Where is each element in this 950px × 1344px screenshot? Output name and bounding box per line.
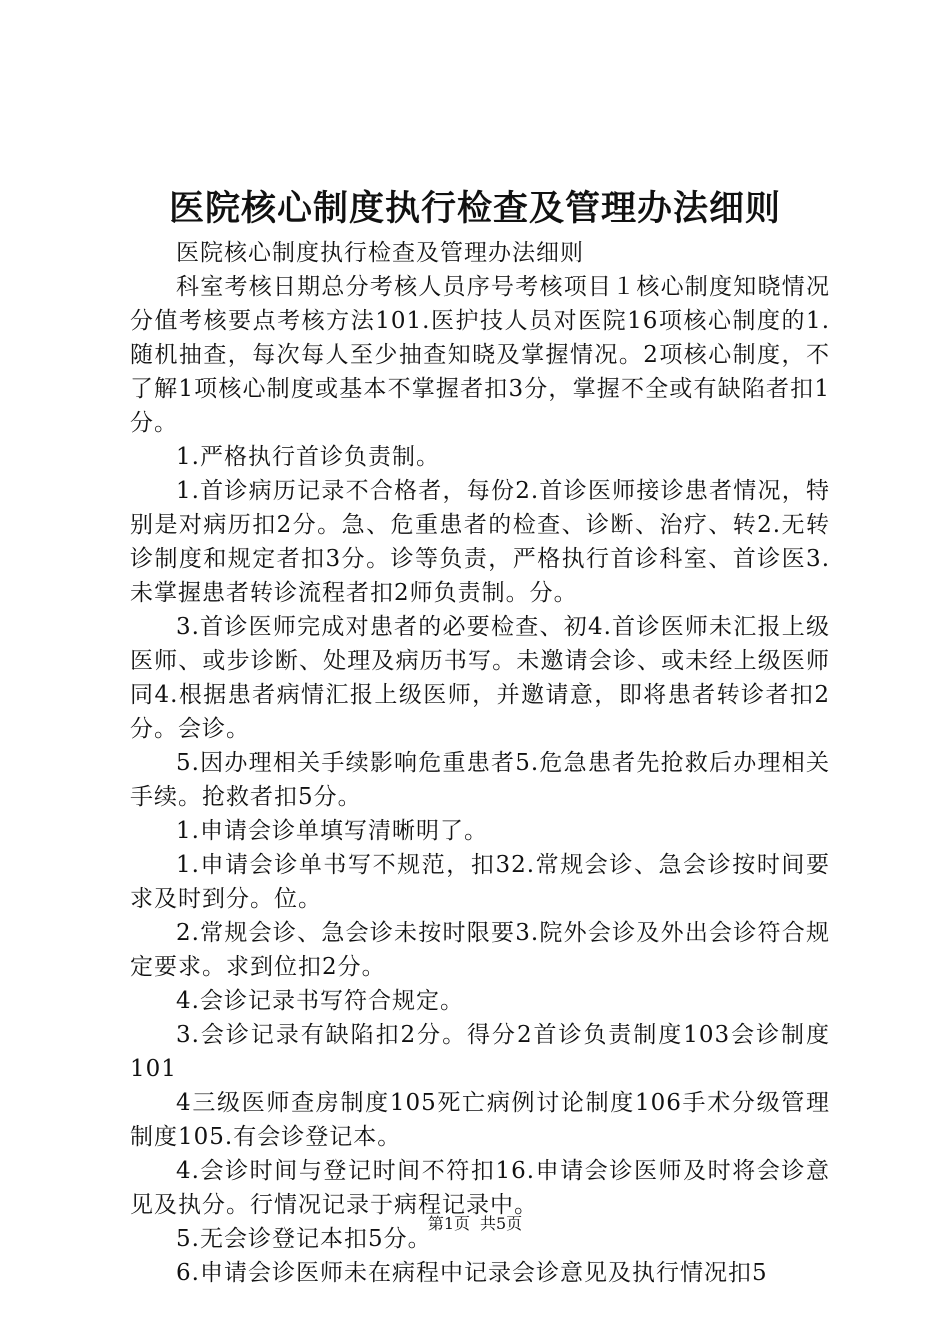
paragraph: 4三级医师查房制度105死亡病例讨论制度106手术分级管理制度105.有会诊登记本。 bbox=[130, 1090, 830, 1150]
paragraph: 5.因办理相关手续影响危重患者5.危急患者先抢救后办理相关手续。抢救者扣5分。 bbox=[130, 750, 830, 810]
paragraph: 3.会诊记录有缺陷扣2分。得分2首诊负责制度103会诊制度101 bbox=[130, 1022, 830, 1082]
paragraph: 4.会诊记录书写符合规定。 bbox=[176, 988, 464, 1014]
document-title: 医院核心制度执行检查及管理办法细则 bbox=[168, 188, 781, 229]
paragraph: 1.严格执行首诊负责制。 bbox=[176, 444, 440, 470]
page-number: 第1页 bbox=[427, 1214, 470, 1233]
paragraph: 1.申请会诊单书写不规范，扣32.常规会诊、急会诊按时间要求及时到分。位。 bbox=[130, 852, 830, 912]
paragraph: 科室考核日期总分考核人员序号考核项目１核心制度知晓情况分值考核要点考核方法101.医护技人员对医院16项核心制度的1.随机抽查，每次每人至少抽查知晓及掌握情况。2项核心制度，不了解1项核心制度或基本不掌握者扣3分，掌握不全或有缺陷者扣1分。 bbox=[130, 274, 830, 436]
paragraph: 5.无会诊登记本扣5分。 bbox=[176, 1226, 432, 1252]
paragraph: 2.常规会诊、急会诊未按时限要3.院外会诊及外出会诊符合规定要求。求到位扣2分。 bbox=[130, 920, 830, 980]
page-footer bbox=[0, 1213, 950, 1235]
page-total: 共5页 bbox=[480, 1214, 523, 1233]
paragraph: 6.申请会诊医师未在病程中记录会诊意见及执行情况扣5 bbox=[176, 1260, 768, 1286]
paragraph: 3.首诊医师完成对患者的必要检查、初4.首诊医师未汇报上级医师、或步诊断、处理及病历书写。未邀请会诊、或未经上级医师同4.根据患者病情汇报上级医师，并邀请意，即将患者转诊者扣2分。会诊。 bbox=[130, 614, 830, 742]
paragraph: 医院核心制度执行检查及管理办法细则 bbox=[176, 240, 584, 266]
document-body bbox=[130, 236, 830, 1290]
paragraph: 4.会诊时间与登记时间不符扣16.申请会诊医师及时将会诊意见及执分。行情况记录于病程记录中。 bbox=[130, 1158, 830, 1218]
paragraph: 1.首诊病历记录不合格者，每份2.首诊医师接诊患者情况，特别是对病历扣2分。急、危重患者的检查、诊断、治疗、转2.无转诊制度和规定者扣3分。诊等负责，严格执行首诊科室、首诊医3.未掌握患者转诊流程者扣2师负责制。分。 bbox=[130, 478, 830, 606]
paragraph: 1.申请会诊单填写清晰明了。 bbox=[176, 818, 488, 844]
